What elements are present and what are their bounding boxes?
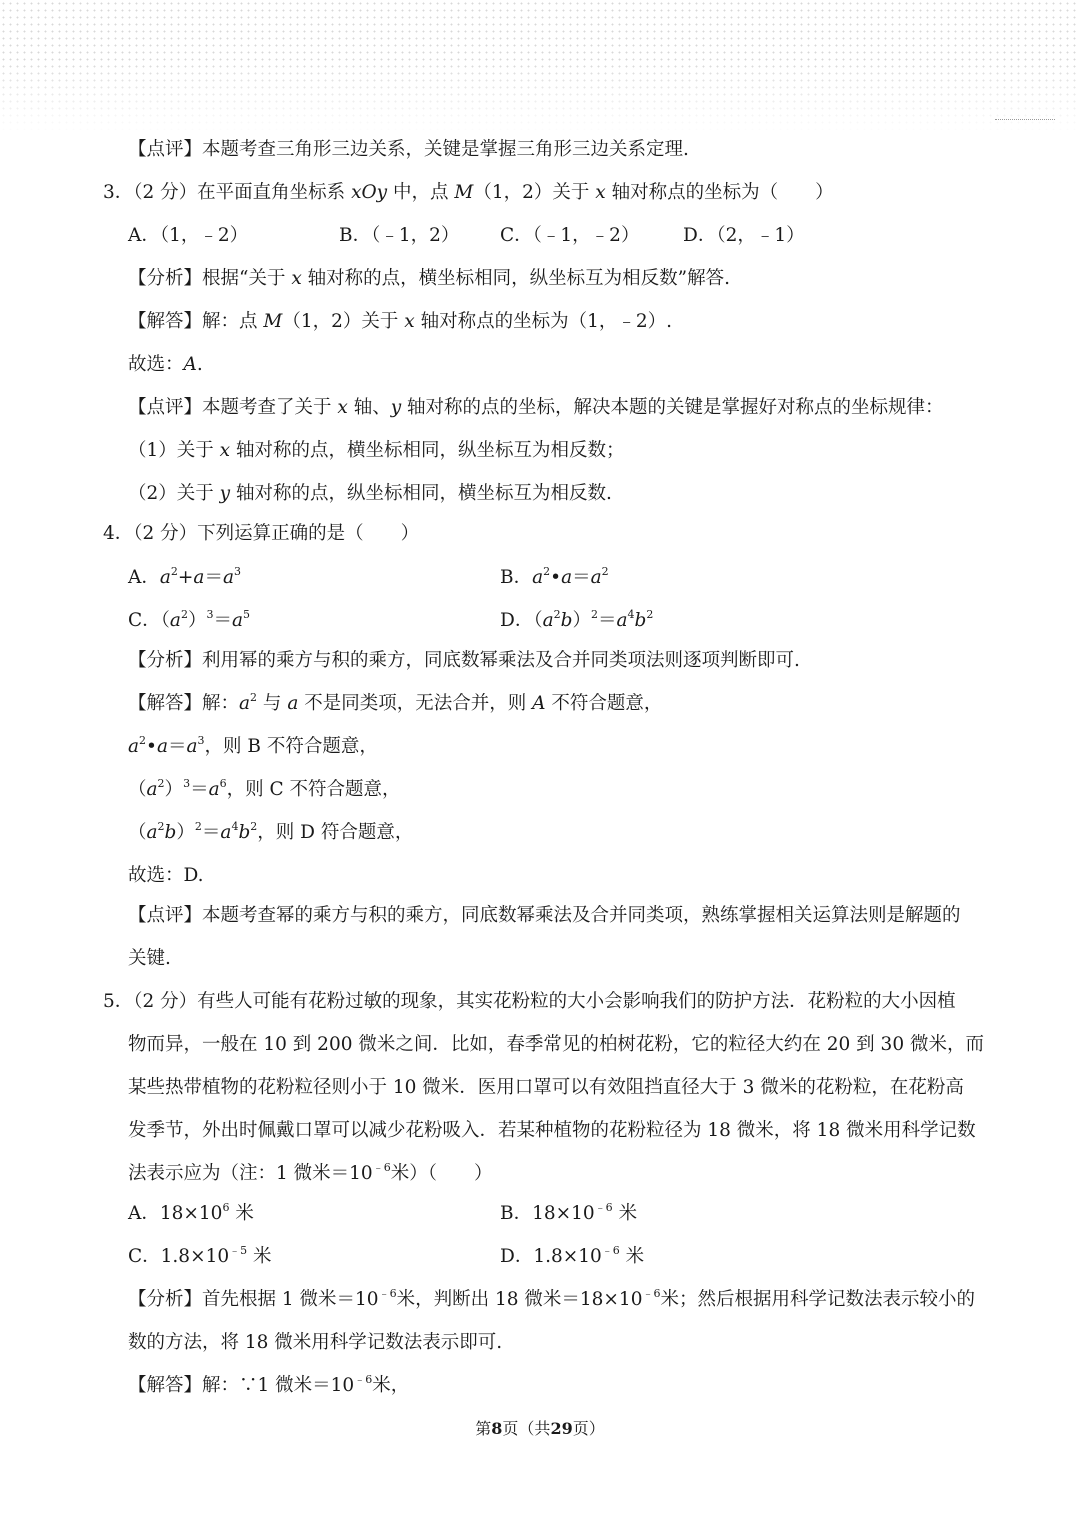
q5-stem-5: 法表示应为（注：1 微米$=10^{﹣6}$米）（ ） bbox=[128, 1161, 493, 1184]
q2-comment: 【点评】本题考查三角形三边关系，关键是掌握三角形三边关系定理. bbox=[128, 139, 689, 160]
q5-option-d: D．$1.8\times 10^{﹣6}$ 米 bbox=[500, 1244, 645, 1267]
q5-stem-3: 某些热带植物的花粉粒径则小于 10 微米．医用口罩可以有效阻挡直径大于 3 微米的花粉粒，在花粉高 bbox=[128, 1077, 964, 1098]
q3-option-c: C．（﹣1，﹣2） bbox=[500, 225, 640, 246]
q5-option-a: A．$18\times 10^6$ 米 bbox=[128, 1201, 254, 1224]
q4-answer-c: $(a^2)^3=a^6$，则 C 不符合题意， bbox=[128, 777, 401, 800]
q3-rule-1: （1）关于 x 轴对称的点，横坐标相同，纵坐标互为相反数； bbox=[128, 440, 625, 461]
q3-stem: 3．（2 分）在平面直角坐标系 xOy 中，点 M（1，2）关于 x 轴对称点的坐标为（ ） bbox=[103, 182, 834, 203]
scan-fade bbox=[0, 60, 1080, 135]
q5-analysis-1: 【分析】首先根据 1 微米$=10^{﹣6}$米，判断出 18 微米$=18\times 10^{﹣6}$米；然后根据用科学记数法表示较小的 bbox=[128, 1287, 975, 1310]
q5-answer: 【解答】解：∵1 微米$=10^{﹣6}$米， bbox=[128, 1373, 410, 1396]
q4-stem: 4．（2 分）下列运算正确的是（ ） bbox=[103, 523, 420, 544]
q3-choice: 故选：A. bbox=[128, 354, 203, 375]
q3-analysis: 【分析】根据“关于 x 轴对称的点，横坐标相同，纵坐标互为相反数”解答. bbox=[128, 268, 731, 289]
q3-answer: 【解答】解：点 M（1，2）关于 x 轴对称点的坐标为（1，﹣2）. bbox=[128, 311, 673, 332]
q4-comment-2: 关键. bbox=[128, 948, 171, 969]
q4-choice: 故选：D. bbox=[128, 865, 204, 886]
q3-option-a: A．（1，﹣2） bbox=[128, 225, 249, 246]
q5-option-c: C．$1.8\times 10^{﹣5}$ 米 bbox=[128, 1244, 272, 1267]
q5-analysis-2: 数的方法，将 18 微米用科学记数法表示即可. bbox=[128, 1332, 503, 1353]
q5-stem-4: 发季节，外出时佩戴口罩可以减少花粉吸入．若某种植物的花粉粒径为 18 微米，将 18 微米用科学记数 bbox=[128, 1120, 976, 1141]
q4-option-c: C．$(a^2)^3=a^5$ bbox=[128, 608, 250, 631]
page-current: 8 bbox=[491, 1419, 503, 1438]
q5-option-b: B．$18\times 10^{﹣6}$ 米 bbox=[500, 1201, 638, 1224]
q3-comment: 【点评】本题考查了关于 x 轴、y 轴对称的点的坐标，解决本题的关键是掌握好对称点的坐标规律： bbox=[128, 397, 944, 418]
q5-stem-1: 5．（2 分）有些人可能有花粉过敏的现象，其实花粉粒的大小会影响我们的防护方法．花粉粒的大小因植 bbox=[103, 991, 956, 1012]
q4-answer-d: $(a^2b)^2=a^4b^2$，则 D 符合题意， bbox=[128, 820, 414, 843]
q3-rule-2: （2）关于 y 轴对称的点，纵坐标相同，横坐标互为相反数. bbox=[128, 483, 612, 504]
q5-stem-2: 物而异，一般在 10 到 200 微米之间．比如，春季常见的柏树花粉，它的粒径大约在 20 到 30 微米，而 bbox=[128, 1034, 984, 1055]
q4-answer-b: $a^2•a=a^3$，则 B 不符合题意， bbox=[128, 734, 378, 757]
q3-option-d: D．（2，﹣1） bbox=[683, 225, 805, 246]
scan-mark bbox=[995, 119, 1055, 123]
page-footer: 第8页（共29页） bbox=[475, 1419, 605, 1438]
q3-option-b: B．（﹣1，2） bbox=[339, 225, 460, 246]
q4-option-d: D．$(a^2b)^2=a^4b^2$ bbox=[500, 608, 654, 631]
q4-option-b: B．$a^2•a=a^2$ bbox=[500, 565, 609, 588]
q4-comment-1: 【点评】本题考查幂的乘方与积的乘方，同底数幂乘法及合并同类项，熟练掌握相关运算法则是解题的 bbox=[128, 905, 961, 926]
page-total: 29 bbox=[550, 1419, 573, 1438]
q4-analysis: 【分析】利用幂的乘方与积的乘方，同底数幂乘法及合并同类项法则逐项判断即可. bbox=[128, 650, 800, 671]
q4-option-a: A．$a^2+a=a^3$ bbox=[128, 565, 241, 588]
q4-answer: 【解答】解：$a^2$ 与 a 不是同类项，无法合并，则 A 不符合题意， bbox=[128, 691, 663, 714]
